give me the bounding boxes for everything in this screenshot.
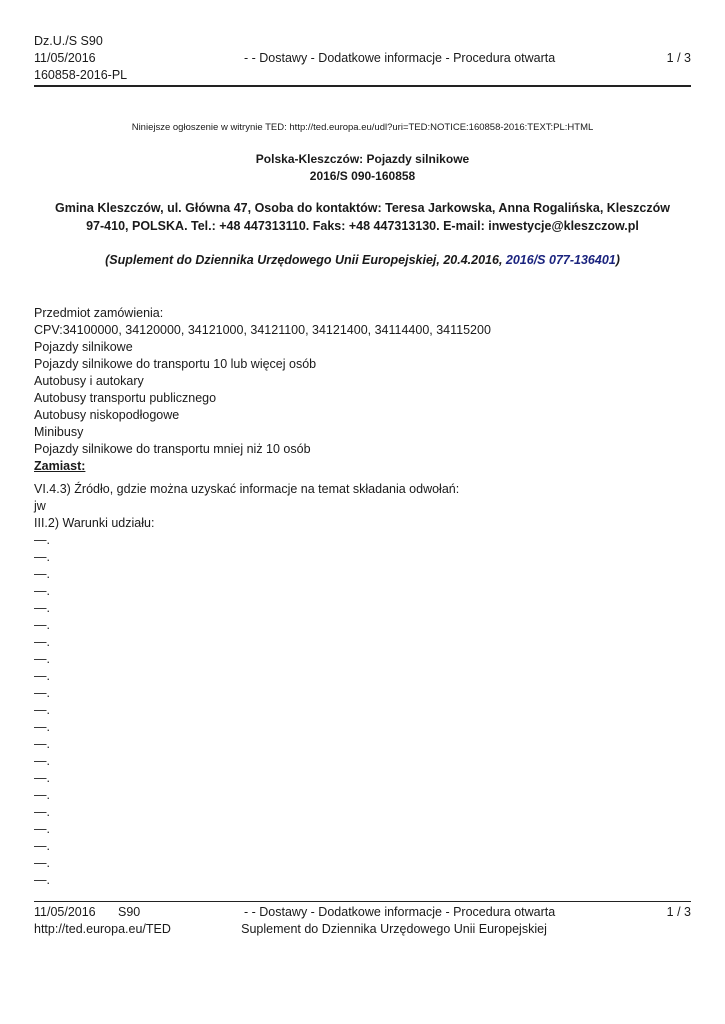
cpv-item: Pojazdy silnikowe do transportu mniej niż 10 osób bbox=[34, 442, 311, 456]
cpv-item: Pojazdy silnikowe do transportu 10 lub więcej osób bbox=[34, 357, 317, 371]
cpv-item: Autobusy i autokary bbox=[34, 374, 144, 388]
dash-line: —. bbox=[34, 873, 50, 887]
cpv-codes: CPV:34100000, 34120000, 34121000, 34121100, 34121400, 34114400, 34115200 bbox=[34, 323, 491, 337]
page-footer bbox=[34, 904, 691, 940]
dash-line: —. bbox=[34, 737, 50, 751]
footer-divider bbox=[34, 901, 691, 902]
instead-label: Zamiast: bbox=[34, 459, 86, 473]
notice-body bbox=[34, 305, 684, 889]
cpv-item: Autobusy niskopodłogowe bbox=[34, 408, 180, 422]
contracting-authority: Gmina Kleszczów, ul. Główna 47, Osoba do kontaktów: Teresa Jarkowska, Anna Rogalińska, Kleszczów 97-410, POLSKA. Tel.: +48 447313110. Faks: +48 447313130. E-mail: inwestycje@kleszczow.pl bbox=[55, 201, 670, 233]
header-page-number: 1 / 3 bbox=[666, 51, 691, 65]
dash-line: —. bbox=[34, 754, 50, 768]
dash-line: —. bbox=[34, 771, 50, 785]
footer-date: 11/05/2016 bbox=[34, 905, 96, 919]
dash-line: —. bbox=[34, 601, 50, 615]
dash-list bbox=[34, 532, 684, 889]
dash-line: —. bbox=[34, 669, 50, 683]
section-iii-2: III.2) Warunki udziału: bbox=[34, 516, 155, 530]
notice-title-line1: Polska-Kleszczów: Pojazdy silnikowe bbox=[255, 152, 470, 166]
cpv-item: Autobusy transportu publicznego bbox=[34, 391, 217, 405]
dash-line: —. bbox=[34, 635, 50, 649]
dash-line: —. bbox=[34, 839, 50, 853]
subject-label: Przedmiot zamówienia: bbox=[34, 306, 164, 320]
header-title: - - Dostawy - Dodatkowe informacje - Procedura otwarta bbox=[244, 51, 556, 65]
footer-series: S90 bbox=[118, 905, 141, 919]
dash-line: —. bbox=[34, 703, 50, 717]
header-series: Dz.U./S S90 bbox=[34, 34, 103, 48]
dash-line: —. bbox=[34, 822, 50, 836]
footer-page-number: 1 / 3 bbox=[666, 905, 691, 919]
footer-url[interactable]: http://ted.europa.eu/TED bbox=[34, 922, 171, 936]
dash-line: —. bbox=[34, 720, 50, 734]
supplement-suffix: ) bbox=[615, 253, 620, 267]
ted-link[interactable]: Niniejsze ogłoszenie w witrynie TED: http://ted.europa.eu/udl?uri=TED:NOTICE:160858-2016:TEXT:PL:HTML bbox=[131, 122, 594, 133]
footer-subtitle: Suplement do Dziennika Urzędowego Unii Europejskiej bbox=[241, 922, 547, 936]
supplement-link[interactable]: 2016/S 077-136401 bbox=[505, 253, 616, 267]
page-header bbox=[34, 33, 691, 87]
dash-line: —. bbox=[34, 618, 50, 632]
header-divider bbox=[34, 85, 691, 87]
header-meta bbox=[34, 33, 127, 84]
cpv-list bbox=[34, 339, 684, 458]
dash-line: —. bbox=[34, 550, 50, 564]
notice-title bbox=[34, 151, 691, 185]
footer-title: - - Dostawy - Dodatkowe informacje - Procedura otwarta bbox=[244, 905, 556, 919]
cpv-item: Minibusy bbox=[34, 425, 84, 439]
dash-line: —. bbox=[34, 533, 50, 547]
header-notice-id: 160858-2016-PL bbox=[34, 68, 128, 82]
supplement-prefix: (Suplement do Dziennika Urzędowego Unii Europejskiej, 20.4.2016, bbox=[105, 253, 506, 267]
section-vi-4-3: VI.4.3) Źródło, gdzie można uzyskać informacje na temat składania odwołań: bbox=[34, 482, 460, 496]
cpv-item: Pojazdy silnikowe bbox=[34, 340, 133, 354]
section-vi-4-3-value: jw bbox=[34, 499, 46, 513]
dash-line: —. bbox=[34, 788, 50, 802]
header-date: 11/05/2016 bbox=[34, 51, 96, 65]
notice-title-line2: 2016/S 090-160858 bbox=[309, 169, 416, 183]
dash-line: —. bbox=[34, 686, 50, 700]
dash-line: —. bbox=[34, 652, 50, 666]
dash-line: —. bbox=[34, 856, 50, 870]
dash-line: —. bbox=[34, 805, 50, 819]
dash-line: —. bbox=[34, 567, 50, 581]
dash-line: —. bbox=[34, 584, 50, 598]
supplement-reference bbox=[34, 253, 691, 267]
